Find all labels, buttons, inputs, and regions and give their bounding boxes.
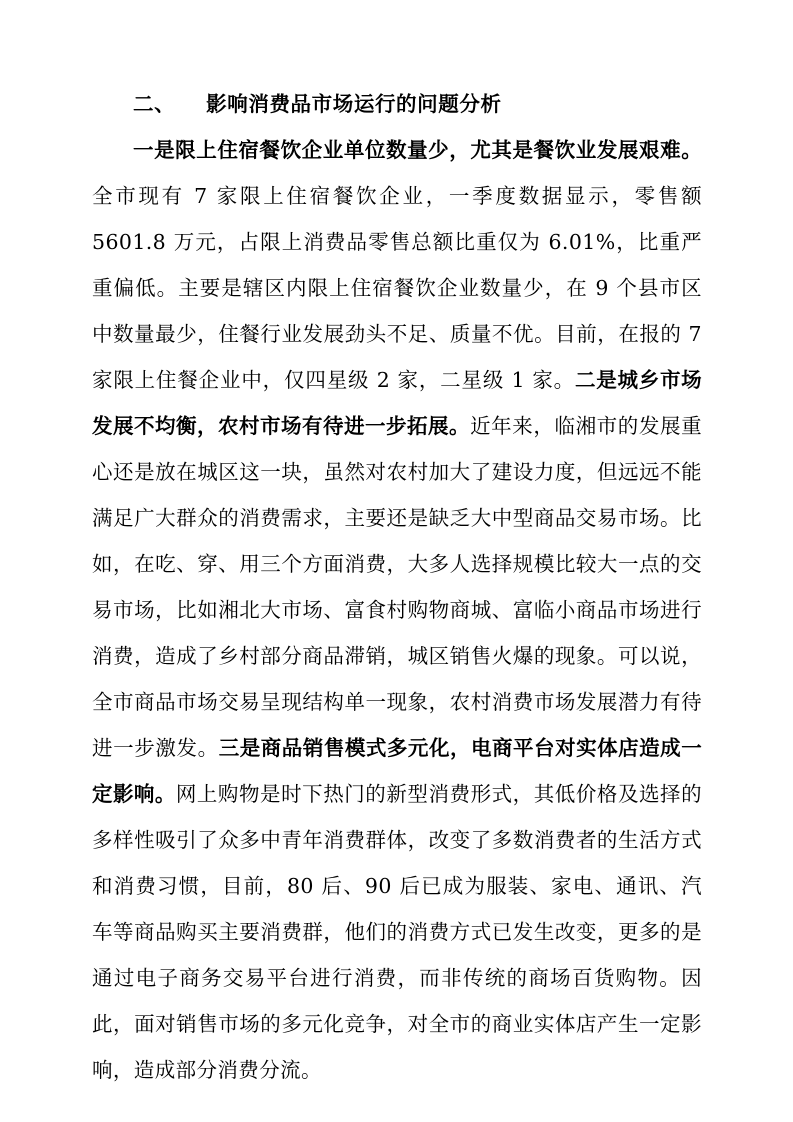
document-content [92,88,702,1093]
section-heading: 二、 影响消费品市场运行的问题分析 [133,92,502,116]
bold-lead-two: 二是城乡市场发展不均衡，农村市场有待进一步拓展。 [92,367,702,438]
bold-lead-three: 三是商品销售模式多元化，电商平台对实体店造成一定影响。 [92,735,702,806]
bold-lead-one: 一是限上住宿餐饮企业单位数量少，尤其是餐饮业发展艰难。 [133,137,702,162]
paragraph-text-three: 网上购物是时下热门的新型消费形式，其低价格及选择的多样性吸引了众多中青年消费群体，改变了多数消费者的生活方式和消费习惯，目前，80 后、90 后已成为服装、家电、通讯、汽车等商品购买主要消费群，他们的消费方式已发生改变，更多的是通过电子商务交易平台进行消费，而非传统的商场百货购物。因此，面对销售市场的多元化竞争，对全市的商业实体店产生一定影响，造成部分消费分流。 [92,781,703,1082]
paragraph-text-two: 近年来，临湘市的发展重心还是放在城区这一块，虽然对农村加大了建设力度，但远远不能满足广大群众的消费需求，主要还是缺乏大中型商品交易市场。比如，在吃、穿、用三个方面消费，大多人选择规模比较大一点的交易市场，比如湘北大市场、富食村购物商城、富临小商品市场进行消费，造成了乡村部分商品滞销，城区销售火爆的现象。可以说，全市商品市场交易呈现结构单一现象，农村消费市场发展潜力有待进一步激发。 [92,413,702,760]
body-paragraph [92,127,702,1093]
paragraph-text-one: 全市现有 7 家限上住宿餐饮企业，一季度数据显示，零售额 5601.8 万元，占限上消费品零售总额比重仅为 6.01%，比重严重偏低。主要是辖区内限上住宿餐饮企业数量少，在 9 个县市区中数量最少，住餐行业发展劲头不足、质量不优。目前，在报的 7 家限上住餐企业中，仅四星级 2 家，二星级 1 家。 [92,183,702,392]
